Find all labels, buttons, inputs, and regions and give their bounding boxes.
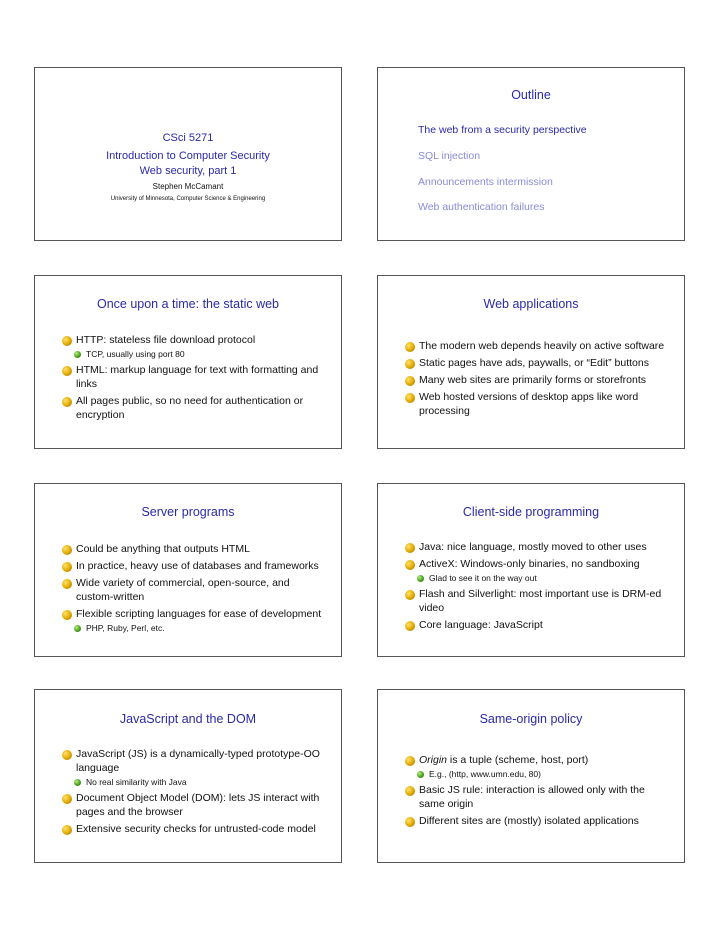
sub-bullet-item: TCP, usually using port 80 xyxy=(61,349,327,360)
bullet-item: The modern web depends heavily on active software xyxy=(404,339,670,353)
bullet-icon xyxy=(405,590,415,600)
bullet-icon xyxy=(62,750,72,760)
bullet-icon xyxy=(62,794,72,804)
bullet-icon xyxy=(405,376,415,386)
outline-item: SQL injection xyxy=(418,150,481,162)
bullet-icon xyxy=(62,610,72,620)
bullet-item: Could be anything that outputs HTML xyxy=(61,542,327,556)
bullet-item: Flexible scripting languages for ease of development xyxy=(61,607,327,621)
bullet-list xyxy=(61,747,327,839)
bullet-list xyxy=(404,339,670,421)
bullet-item: All pages public, so no need for authentication or encryption xyxy=(61,394,327,422)
slide-title xyxy=(34,67,342,241)
origin-term: Origin xyxy=(419,754,448,766)
slide-heading: JavaScript and the DOM xyxy=(119,712,257,726)
sub-bullet-icon xyxy=(417,575,424,582)
bullet-item: JavaScript (JS) is a dynamically-typed prototype-OO language xyxy=(61,747,327,775)
bullet-icon xyxy=(62,366,72,376)
bullet-item: Origin is a tuple (scheme, host, port) xyxy=(404,753,670,767)
course-title: Introduction to Computer Security xyxy=(106,150,270,162)
bullet-icon xyxy=(405,543,415,553)
bullet-icon xyxy=(405,786,415,796)
bullet-item: ActiveX: Windows-only binaries, no sandboxing xyxy=(404,557,670,571)
slide-heading: Client-side programming xyxy=(462,505,600,519)
slide-static-web xyxy=(34,275,342,449)
bullet-item: Basic JS rule: interaction is allowed only with the same origin xyxy=(404,783,670,811)
bullet-list xyxy=(61,542,327,637)
outline-item: Web authentication failures xyxy=(418,201,545,213)
lecture-title: Web security, part 1 xyxy=(139,165,237,177)
bullet-item: In practice, heavy use of databases and frameworks xyxy=(61,559,327,573)
bullet-item: Different sites are (mostly) isolated applications xyxy=(404,814,670,828)
bullet-item: Web hosted versions of desktop apps like word processing xyxy=(404,390,670,418)
bullet-item: Extensive security checks for untrusted-code model xyxy=(61,822,327,836)
bullet-item: HTTP: stateless file download protocol xyxy=(61,333,327,347)
slide-heading: Server programs xyxy=(141,505,235,519)
slide-outline xyxy=(377,67,685,241)
bullet-icon xyxy=(405,817,415,827)
bullet-item: Core language: JavaScript xyxy=(404,618,670,632)
outline-item: Announcements intermission xyxy=(418,176,553,188)
bullet-icon xyxy=(62,825,72,835)
slide-same-origin xyxy=(377,689,685,863)
bullet-icon xyxy=(405,756,415,766)
affiliation: University of Minnesota, Computer Science & Engineering xyxy=(110,196,266,202)
bullet-icon xyxy=(405,359,415,369)
sub-bullet-icon xyxy=(74,779,81,786)
slide-web-applications xyxy=(377,275,685,449)
bullet-icon xyxy=(62,397,72,407)
outline-item-active: The web from a security perspective xyxy=(418,124,587,136)
slide-heading: Outline xyxy=(511,88,551,102)
bullet-icon xyxy=(62,545,72,555)
slide-heading: Web applications xyxy=(483,297,579,311)
bullet-icon xyxy=(405,342,415,352)
sub-bullet-icon xyxy=(74,625,81,632)
sub-bullet-icon xyxy=(417,771,424,778)
sub-bullet-item: E.g., (http, www.umn.edu, 80) xyxy=(404,769,670,780)
sub-bullet-item: PHP, Ruby, Perl, etc. xyxy=(61,623,327,634)
slide-javascript-dom xyxy=(34,689,342,863)
bullet-item: HTML: markup language for text with formatting and links xyxy=(61,363,327,391)
sub-bullet-item: No real similarity with Java xyxy=(61,777,327,788)
bullet-item: Wide variety of commercial, open-source, and custom-written xyxy=(61,576,327,604)
bullet-icon xyxy=(405,560,415,570)
bullet-icon xyxy=(405,393,415,403)
bullet-item: Static pages have ads, paywalls, or “Edit” buttons xyxy=(404,356,670,370)
slide-heading: Once upon a time: the static web xyxy=(96,297,280,311)
course-number: CSci 5271 xyxy=(162,132,214,144)
bullet-list xyxy=(404,753,670,831)
bullet-item: Java: nice language, mostly moved to other uses xyxy=(404,540,670,554)
bullet-icon xyxy=(62,562,72,572)
bullet-list xyxy=(61,333,327,425)
bullet-icon xyxy=(405,621,415,631)
slide-client-side xyxy=(377,483,685,657)
bullet-item: Many web sites are primarily forms or storefronts xyxy=(404,373,670,387)
sub-bullet-item: Glad to see it on the way out xyxy=(404,573,670,584)
bullet-icon xyxy=(62,579,72,589)
slide-server-programs xyxy=(34,483,342,657)
sub-bullet-icon xyxy=(74,351,81,358)
bullet-item: Flash and Silverlight: most important use is DRM-ed video xyxy=(404,587,670,615)
author-name: Stephen McCamant xyxy=(152,182,224,191)
bullet-list xyxy=(404,540,670,635)
bullet-item: Document Object Model (DOM): lets JS interact with pages and the browser xyxy=(61,791,327,819)
bullet-icon xyxy=(62,336,72,346)
slide-heading: Same-origin policy xyxy=(479,712,583,726)
